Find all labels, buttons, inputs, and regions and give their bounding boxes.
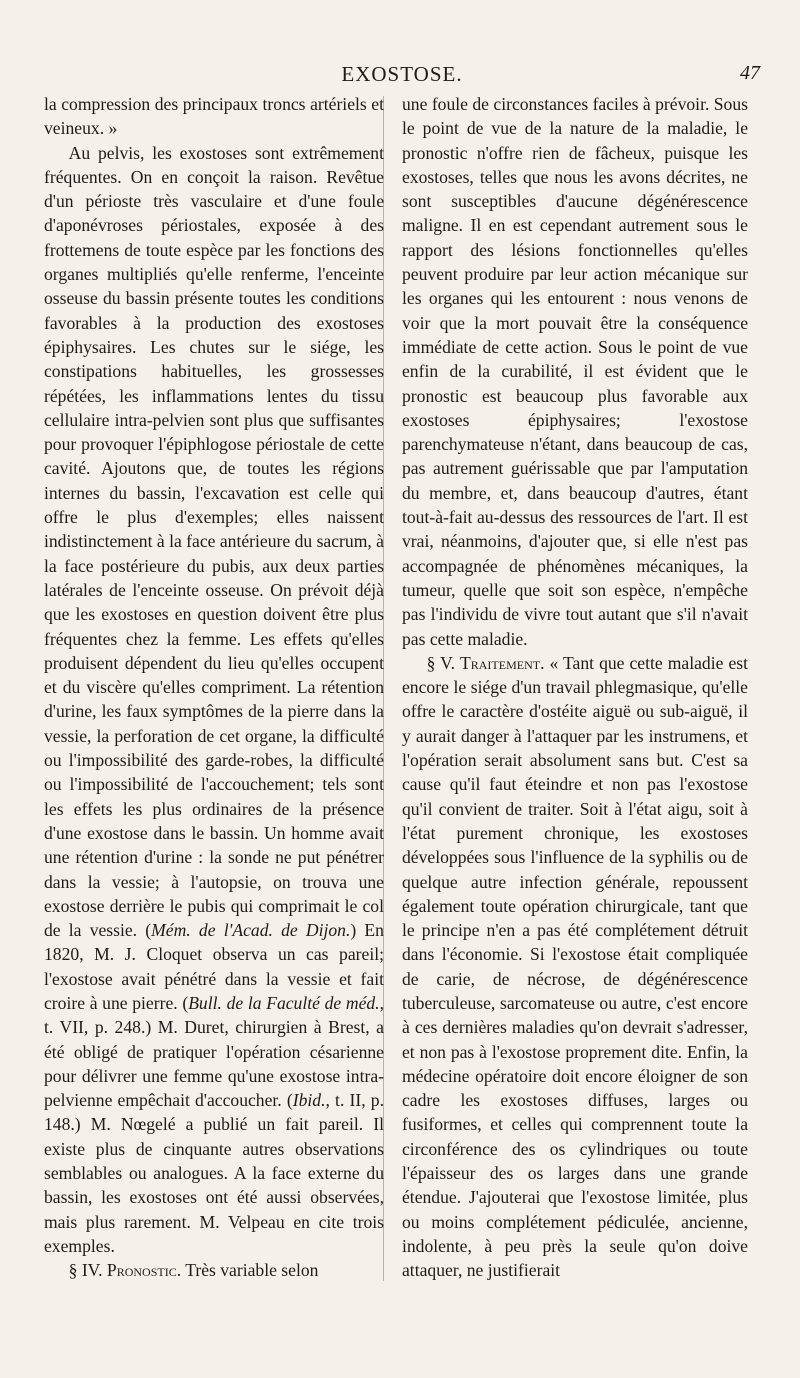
paragraph bbox=[402, 651, 748, 1283]
text-run: « Tant que cette maladie est encore le siége d'un travail phlegmasique, qu'elle offre le caractère d'ostéite aiguë ou sub-aiguë, il y aurait danger à l'attaquer par les instrumens, et l'opération serait absolument sans but. C'est sa cause qu'il faut éteindre et non pas l'exostose qu'il convient de traiter. Soit à l'état aigu, soit à l'état purement chronique, les exostoses développées sous l'influence de la syphilis ou de quelque autre infection générale, repoussent également toute opération chirurgicale, tant que le principe n'en a pas été complétement détruit dans l'économie. Si l'exostose était compliquée de carie, de nécrose, de dégénérescence tuberculeuse, sarcomateuse ou autre, c'est encore à ces dernières maladies qu'on devrait s'adresser, et non pas à l'exostose proprement dite. Enfin, la médecine opératoire doit encore éloigner de son cadre les exostoses diffuses, larges ou fusiformes, et celles qui comprennent toute la circonférence des os cylindriques ou toute l'épaisseur des os larges dans une grande étendue. J'ajouterai que l'exostose limitée, plus ou moins complétement pédiculée, ancienne, indolente, à peu près la seule qu'on doive attaquer, ne justifierait bbox=[402, 652, 748, 1281]
text-run: , t. VII, p. 248.) M. Duret, chirurgien à Brest, a été obligé de pratiquer l'opération césarienne pour délivrer une femme qu'une exostose intra-pelvienne empêchait d'accoucher. ( bbox=[44, 992, 384, 1111]
paragraph: une foule de circonstances faciles à prévoir. Sous le point de vue de la nature de la maladie, le pronostic n'offre rien de fâcheux, puisque les exostoses, telles que nous les avons décrites, ne sont susceptibles d'aucune dégénérescence maligne. Il en est cependant autrement sous le rapport des lésions fonctionnelles qu'elles peuvent produire par leur action mécanique sur les organes qui les entourent : nous venons de voir que la mort pouvait être la conséquence immédiate de cette action. Sous le point de vue enfin de la curabilité, il est évident que le pronostic est beaucoup plus favorable aux exostoses épiphysaires; l'exostose parenchymateuse n'étant, dans beaucoup de cas, pas autrement guérissable que par l'amputation du membre, et, dans beaucoup d'autres, étant tout-à-fait au-dessus des ressources de l'art. Il est vrai, néanmoins, d'ajouter que, si elle n'est pas accompagnée de phénomènes mécaniques, la tumeur, quelle que soit son espèce, n'empêche pas l'individu de vivre tout autant que s'il n'avait pas cette maladie. bbox=[402, 94, 748, 649]
section-mark: § V. bbox=[426, 652, 461, 673]
text-run: ) En 1820, M. J. Cloquet observa un cas pareil; l'exostose avait pénétré dans la vessie et fait croire à une pierre. ( bbox=[44, 920, 384, 1013]
section-heading: Traitement. bbox=[460, 652, 545, 673]
text-run: , t. II, p. 148.) M. Nœgelé a publié un fait pareil. Il existe plus de cinquante autres observations semblables ou analogues. A la face externe du bassin, les exostoses ont été aussi observées, mais plus rarement. M. Velpeau en cite trois exemples. bbox=[44, 1090, 384, 1256]
page-number: 47 bbox=[740, 62, 760, 84]
paragraph: la compression des principaux troncs artériels et veineux. » bbox=[44, 94, 384, 139]
citation: Bull. de la Faculté de méd. bbox=[188, 992, 380, 1013]
paragraph bbox=[44, 141, 384, 1259]
right-column bbox=[402, 92, 748, 1283]
paragraph bbox=[44, 1258, 384, 1282]
citation: Mém. de l'Acad. de Dijon. bbox=[151, 920, 351, 941]
text-run: Très variable selon bbox=[181, 1260, 319, 1281]
section-heading: Pronostic. bbox=[106, 1260, 182, 1281]
section-mark: § IV. bbox=[68, 1260, 107, 1281]
running-title: EXOSTOSE. bbox=[341, 62, 463, 86]
citation: Ibid. bbox=[292, 1090, 326, 1111]
text-run: Au pelvis, les exostoses sont extrêmement fréquentes. On en conçoit la raison. Revêtue d'un périoste très vasculaire et d'une foule d'aponévroses périostales, exposée à des frottemens de toute espèce par les fonctions des organes multipliés qu'elle renferme, l'enceinte osseuse du bassin présente toutes les conditions favorables à la production des exostoses épiphysaires. Les chutes sur le siége, les constipations habituelles, les grossesses répétées, les inflammations lentes du tissu cellulaire intra-pelvien sont plus que suffisantes pour provoquer l'épiphlogose périostale de cette cavité. Ajoutons que, de toutes les régions internes du bassin, l'excavation est celle qui offre le plus d'exemples; elles naissent indistinctement à la face antérieure du sacrum, à la face postérieure du pubis, aux deux parties latérales de l'enceinte osseuse. On prévoit déjà que les exostoses en question doivent être plus fréquentes chez la femme. Les effets qu'elles produisent dépendent du lieu qu'elles occupent et du viscère qu'elles compriment. La rétention d'urine, les faux symptômes de la pierre dans la vessie, la perforation de cet organe, la difficulté ou l'impossibilité des garde-robes, la difficulté ou l'impossibilité de l'accouchement; tels sont les effets les plus ordinaires de la présence d'une exostose dans le bassin. Un homme avait une rétention d'urine : la sonde ne put pénétrer dans la vessie; à l'autopsie, on trouva une exostose derrière le pubis qui comprimait le col de la vessie. ( bbox=[44, 142, 384, 941]
left-column bbox=[44, 92, 384, 1283]
running-header bbox=[44, 62, 760, 90]
